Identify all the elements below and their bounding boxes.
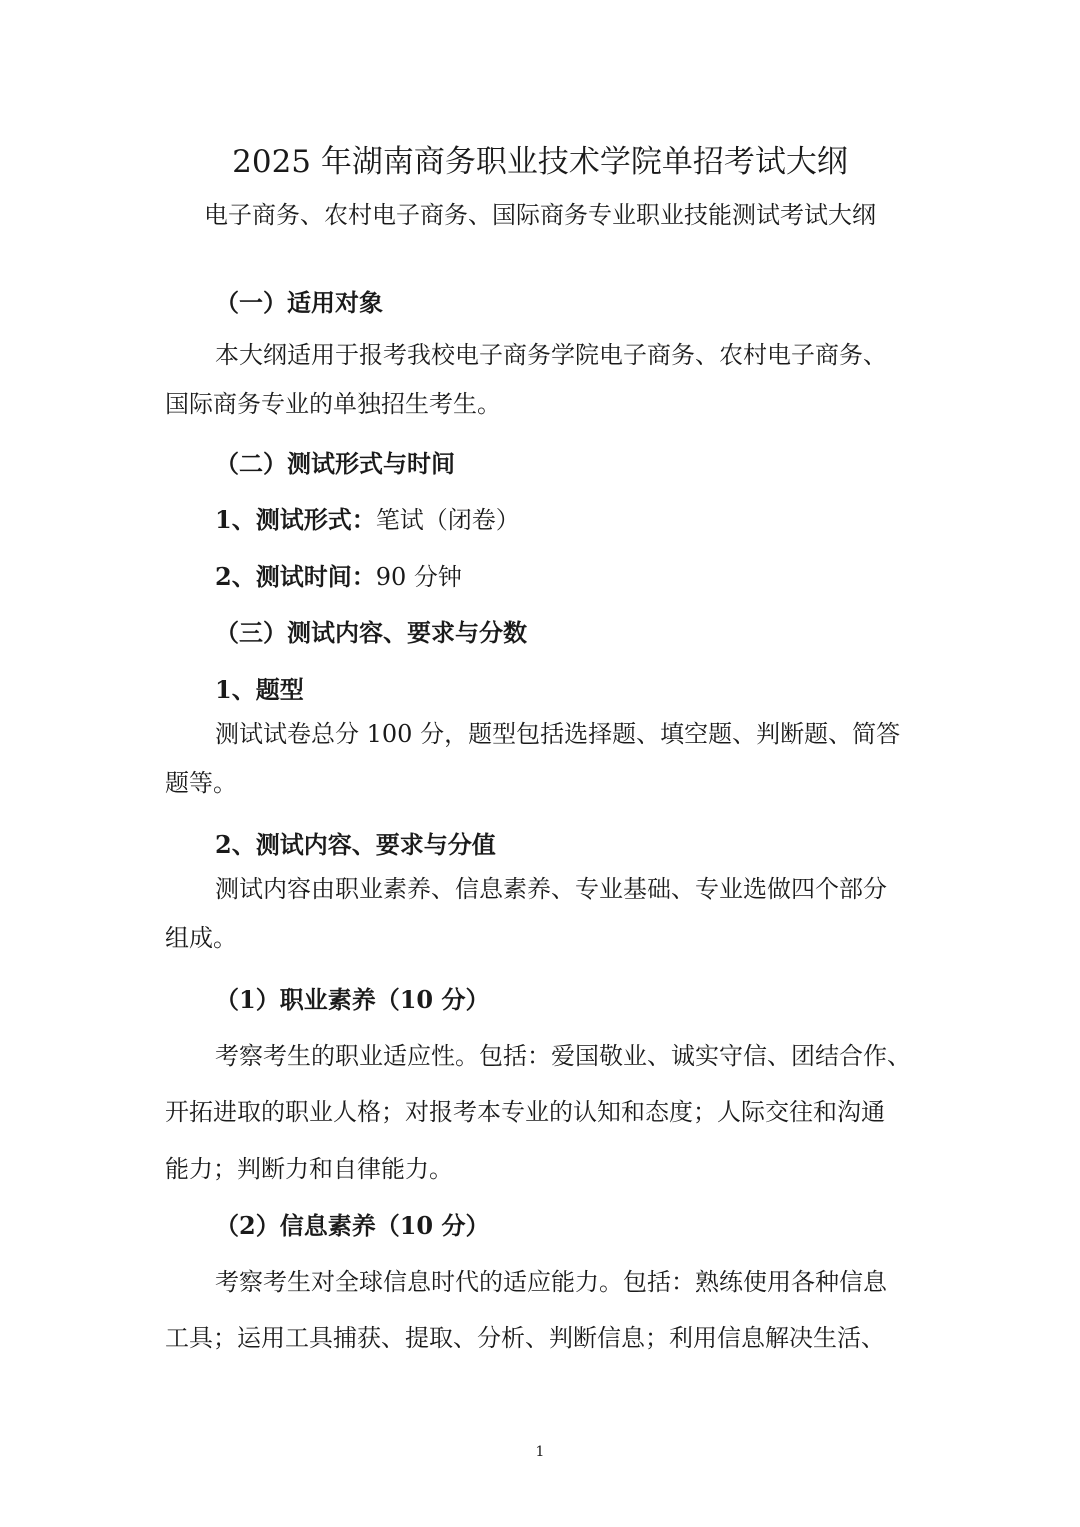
page-number: 1 — [535, 1444, 545, 1460]
paragraph-line: 本大纲适用于报考我校电子商务学院电子商务、农村电子商务、 — [215, 341, 887, 369]
paragraph-line: 题等。 — [165, 769, 237, 797]
paragraph-line: 组成。 — [165, 924, 237, 952]
section-heading-scope: （一）适用对象 — [215, 288, 383, 317]
test-form-label: 1、测试形式： — [215, 505, 376, 534]
paragraph-line: 国际商务专业的单独招生考生。 — [165, 390, 501, 418]
paragraph-line: 考察考生的职业适应性。包括：爱国敬业、诚实守信、团结合作、 — [215, 1042, 911, 1070]
section-heading-format: （二）测试形式与时间 — [215, 449, 455, 478]
subheading-question-types: 1、题型 — [215, 675, 304, 704]
paragraph-line: 工具；运用工具捕获、提取、分析、判断信息；利用信息解决生活、 — [165, 1324, 885, 1352]
paragraph-line: 能力；判断力和自律能力。 — [165, 1155, 453, 1183]
paragraph-line: 考察考生对全球信息时代的适应能力。包括：熟练使用各种信息 — [215, 1268, 887, 1296]
test-form-value: 笔试（闭卷） — [375, 506, 520, 534]
test-time-line — [215, 561, 935, 593]
test-time-value: 90 分钟 — [375, 563, 462, 591]
subheading-information-literacy: （2）信息素养（10 分） — [215, 1211, 490, 1240]
subheading-professional-quality: （1）职业素养（10 分） — [215, 985, 490, 1014]
test-time-label: 2、测试时间： — [215, 562, 376, 591]
test-form-line — [215, 504, 935, 536]
paragraph-line: 开拓进取的职业人格；对报考本专业的认知和态度；人际交往和沟通 — [165, 1098, 885, 1126]
subheading-content-requirements: 2、测试内容、要求与分值 — [215, 830, 496, 859]
paragraph-line: 测试试卷总分 100 分，题型包括选择题、填空题、判断题、简答 — [215, 720, 901, 748]
paragraph-line: 测试内容由职业素养、信息素养、专业基础、专业选做四个部分 — [215, 875, 887, 903]
document-title: 2025 年湖南商务职业技术学院单招考试大纲 — [232, 144, 848, 180]
document-subtitle: 电子商务、农村电子商务、国际商务专业职业技能测试考试大纲 — [204, 201, 876, 229]
section-heading-content: （三）测试内容、要求与分数 — [215, 618, 527, 647]
